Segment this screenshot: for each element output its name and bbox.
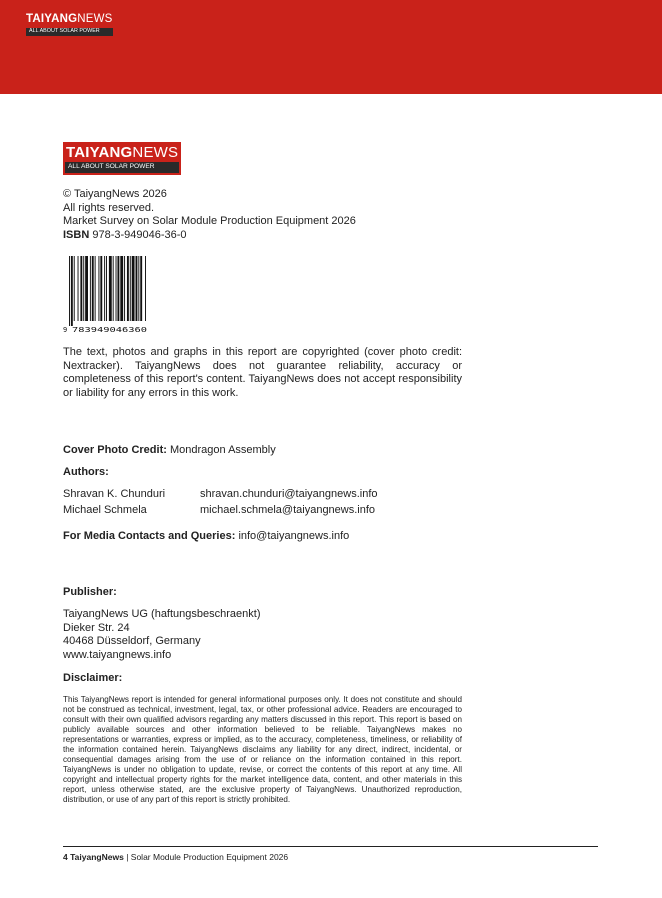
copyright-notice-text: The text, photos and graphs in this report are copyrighted (cover photo credit: Nextracker). TaiyangNews does not guarantee reliability, accuracy or completeness of this report's content. TaiyangNews does not accept responsibility or liability for any errors in this work. [63,346,462,399]
barcode-bar [98,256,99,321]
author-row [63,504,376,517]
header-logo[interactable] [26,14,113,36]
rights-reserved-line: All rights reserved. [63,201,155,214]
footer-title: Solar Module Production Equipment 2026 [130,852,289,862]
author-name: Shravan K. Chunduri [63,488,166,500]
barcode-bar [145,256,146,321]
cover-photo-credit [63,444,276,457]
barcode-bar [90,256,91,321]
isbn-line [63,229,356,243]
publisher-heading: Publisher: [63,586,117,598]
barcode-bar [100,256,102,321]
barcode-bar [109,256,112,321]
publisher-company: TaiyangNews UG (haftungsbeschraenkt) [63,608,261,620]
barcode-bar [69,256,70,326]
header-logo-wordmark [26,14,113,26]
isbn-label: ISBN [63,228,90,241]
barcode-bar [71,256,73,326]
publisher-website[interactable]: www.taiyangnews.info [63,648,172,661]
author-email[interactable]: shravan.chunduri@taiyangnews.info [200,488,378,500]
barcode-bar [92,256,94,321]
logo-name-bold: TAIYANG [66,144,133,161]
header-bar [0,0,662,94]
copyright-notice [63,346,462,400]
publisher-address [63,608,260,662]
barcode-bars [69,256,146,326]
barcode-bar [85,256,88,321]
report-title-line: Market Survey on Solar Module Production Equipment 2026 [63,215,356,227]
media-contact-email[interactable]: info@taiyangnews.info [238,530,350,542]
barcode-bar [83,256,84,321]
copyright-line: © TaiyangNews 2026 [63,188,167,200]
barcode-bar [132,256,135,321]
footer-page-number: 4 [63,852,68,862]
barcode-bar [106,256,107,321]
barcode-bar [80,256,82,321]
author-email[interactable]: michael.schmela@taiyangnews.info [200,504,376,516]
logo-name-bold: TAIYANG [26,13,78,25]
header-logo-tagline: ALL ABOUT SOLAR POWER [26,28,113,36]
page-footer [63,852,288,862]
author-row [63,488,378,501]
cover-credit-label: Cover Photo Credit: [63,444,167,456]
isbn-barcode [63,256,151,334]
barcode-bar [78,256,79,321]
page-logo [63,142,181,175]
barcode-digits: 783949046360 [72,326,147,334]
media-contact [63,530,349,543]
barcode-bar [104,256,105,321]
page-logo-tagline: ALL ABOUT SOLAR POWER [65,162,179,173]
publisher-city: 40468 Düsseldorf, Germany [63,635,201,647]
barcode-bar [117,256,119,321]
authors-heading: Authors: [63,466,109,478]
barcode-lead-digit: 9 [63,326,68,334]
barcode-bar [138,256,139,321]
author-name: Michael Schmela [63,504,147,516]
footer-brand: TaiyangNews [70,852,124,862]
barcode-bar [127,256,129,321]
disclaimer-heading: Disclaimer: [63,672,123,684]
cover-credit-value: Mondragon Assembly [169,444,276,456]
logo-name-light: NEWS [77,13,113,25]
barcode-bar [136,256,138,321]
barcode-bar [130,256,131,321]
isbn-value: 978-3-949046-36-0 [92,228,187,241]
barcode-bar [113,256,114,321]
barcode-bar [116,256,117,321]
publisher-street: Dieker Str. 24 [63,621,130,634]
barcode-bar [74,256,75,321]
footer-separator: | [126,852,129,862]
barcode-bar [95,256,96,321]
barcode-bar [124,256,125,321]
page-logo-wordmark [65,145,179,162]
barcode-bar [120,256,123,321]
media-contact-label: For Media Contacts and Queries: [63,530,236,542]
barcode-bar [140,256,142,321]
logo-name-light: NEWS [132,144,179,161]
copyright-block [63,188,356,242]
disclaimer-text: This TaiyangNews report is intended for general informational purposes only. It does not constitute and should not be construed as technical, investment, legal, tax, or other professional advice. Readers are encouraged to consult with their own qualified advisors regarding any matters discussed in this report. This report is based on publicly available sources and other information believed to be reliable. TaiyangNews makes no representations or warranties, express or implied, as to the accuracy, completeness, timeliness, or reliability of the information contained herein. TaiyangNews disclaims any liability for any direct, indirect, incidental, or consequential damages arising from the use of or reliance on the information contained in this report. TaiyangNews is under no obligation to update, revise, or correct the contents of this report at any time. All copyright and intellectual property rights for the market intelligence data, content, and other materials in this report, unless otherwise stated, are the exclusive property of TaiyangNews. Unauthorized reproduction, distribution, or use of any part of this report is strictly prohibited. [63,695,462,804]
footer-divider [63,846,598,847]
